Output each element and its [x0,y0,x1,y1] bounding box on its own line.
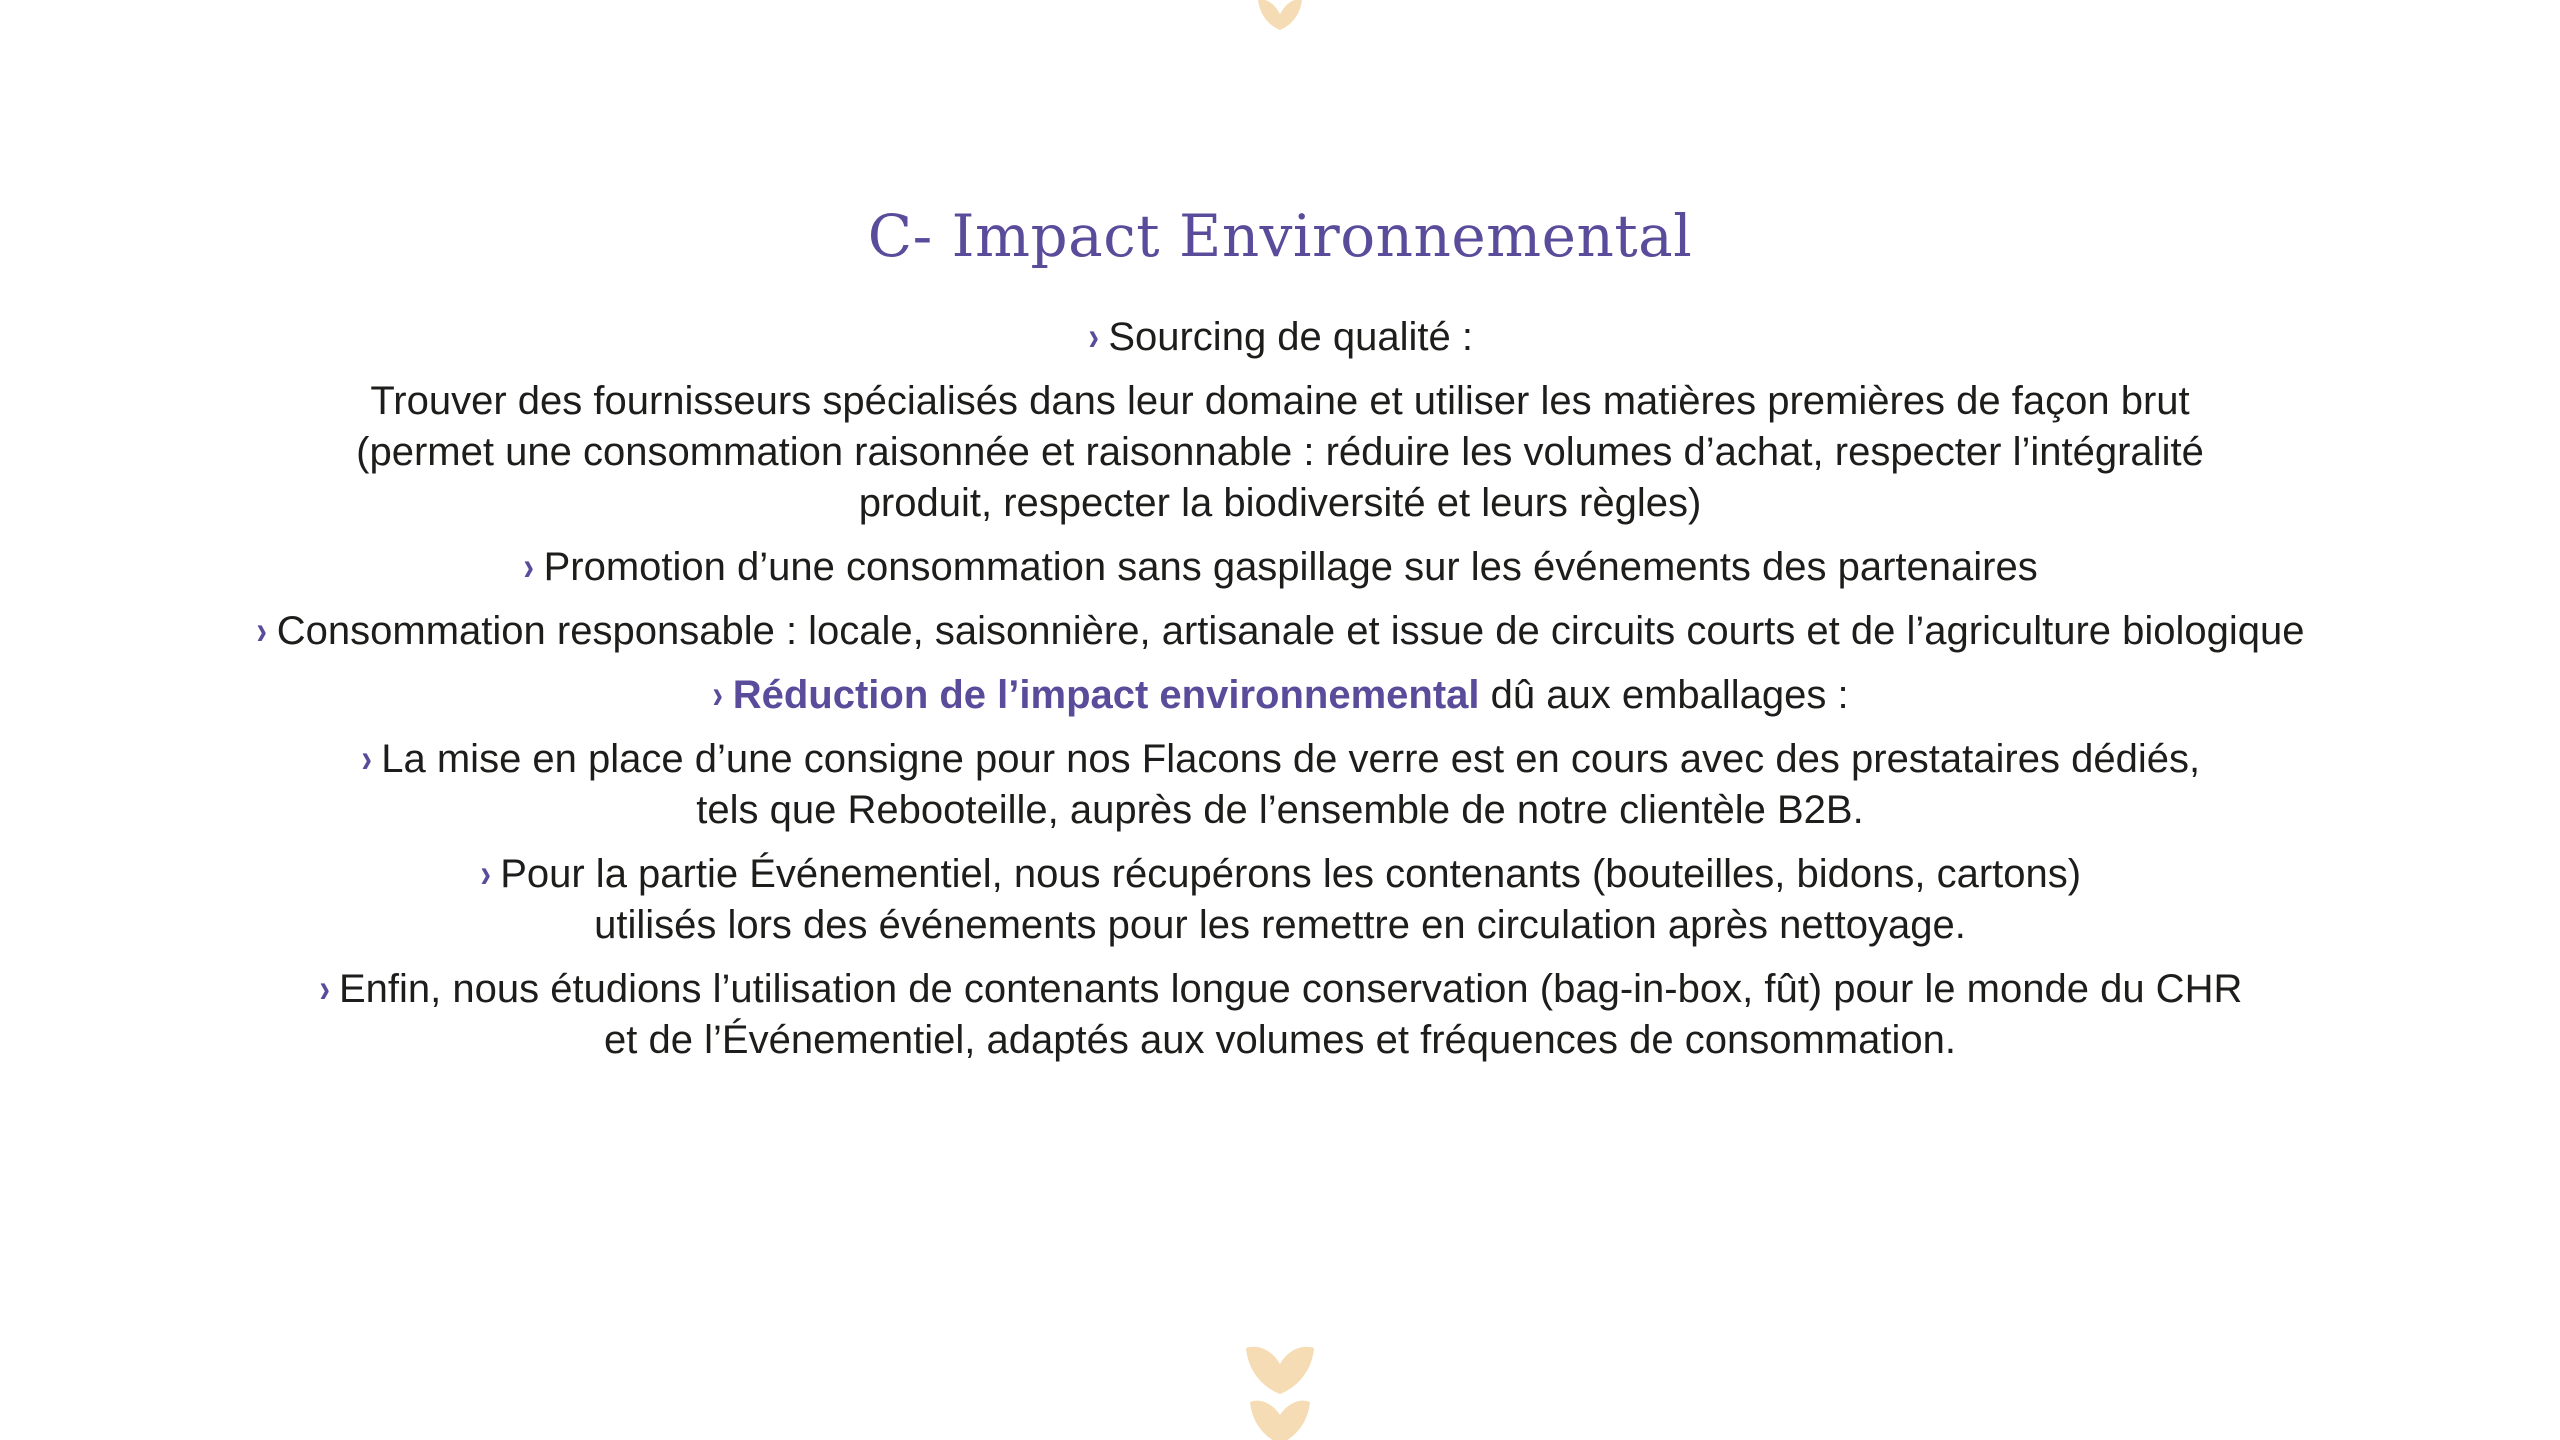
bottom-ornament [1240,1340,1320,1440]
evenementiel-line-1: Pour la partie Événementiel, nous récupérons les contenants (bouteilles, bidons, cartons) [500,852,2082,896]
content-body [0,312,2560,1079]
responsable-text: Consommation responsable : locale, saisonnière, artisanale et issue de circuits courts et de l’agriculture biologique [276,609,2305,653]
bullet-icon: › [318,967,330,1011]
sourcing-desc-line-3: produit, respecter la biodiversité et leurs règles) [858,481,1702,525]
enfin-item [0,964,2560,1066]
promotion-item [0,542,2560,593]
sourcing-heading [0,312,2560,363]
bullet-icon: › [361,737,372,781]
sourcing-description [0,376,2560,529]
leaf-icon [1240,1340,1320,1440]
enfin-line-1: Enfin, nous étudions l’utilisation de contenants longue conservation (bag-in-box, fût) pour le monde du CHR [338,967,2243,1011]
bullet-icon: › [523,545,535,589]
page-title: C- Impact Environnemental [867,202,1693,270]
sourcing-desc-line-2: (permet une consommation raisonnée et raisonnable : réduire les volumes d’achat, respecter l’intégralité [356,430,2204,474]
reduction-strong-text: Réduction de l’impact environnemental [732,673,1480,717]
consigne-line-1: La mise en place d’une consigne pour nos Flacons de verre est en cours avec des prestataires dédiés, [381,737,2201,781]
reduction-rest-text: dû aux emballages : [1479,673,1849,717]
consigne-line-2: tels que Rebooteille, auprès de l’ensemble de notre clientèle B2B. [696,788,1864,832]
evenementiel-item [0,849,2560,951]
top-ornament [1240,0,1320,32]
responsable-item [0,606,2560,657]
enfin-line-2: et de l’Événementiel, adaptés aux volumes et fréquences de consommation. [604,1018,1956,1062]
evenementiel-line-2: utilisés lors des événements pour les remettre en circulation après nettoyage. [594,903,1966,947]
bullet-icon: › [712,673,724,717]
promotion-text: Promotion d’une consommation sans gaspillage sur les événements des partenaires [543,545,2038,589]
reduction-item [0,670,2560,721]
leaf-icon [1240,0,1320,32]
bullet-icon: › [256,609,268,653]
sourcing-heading-text: Sourcing de qualité : [1108,315,1473,359]
bullet-icon: › [1088,315,1099,359]
sourcing-desc-line-1: Trouver des fournisseurs spécialisés dans leur domaine et utiliser les matières premières de façon brut [370,379,2190,423]
bullet-icon: › [480,852,491,896]
consigne-item [0,734,2560,836]
